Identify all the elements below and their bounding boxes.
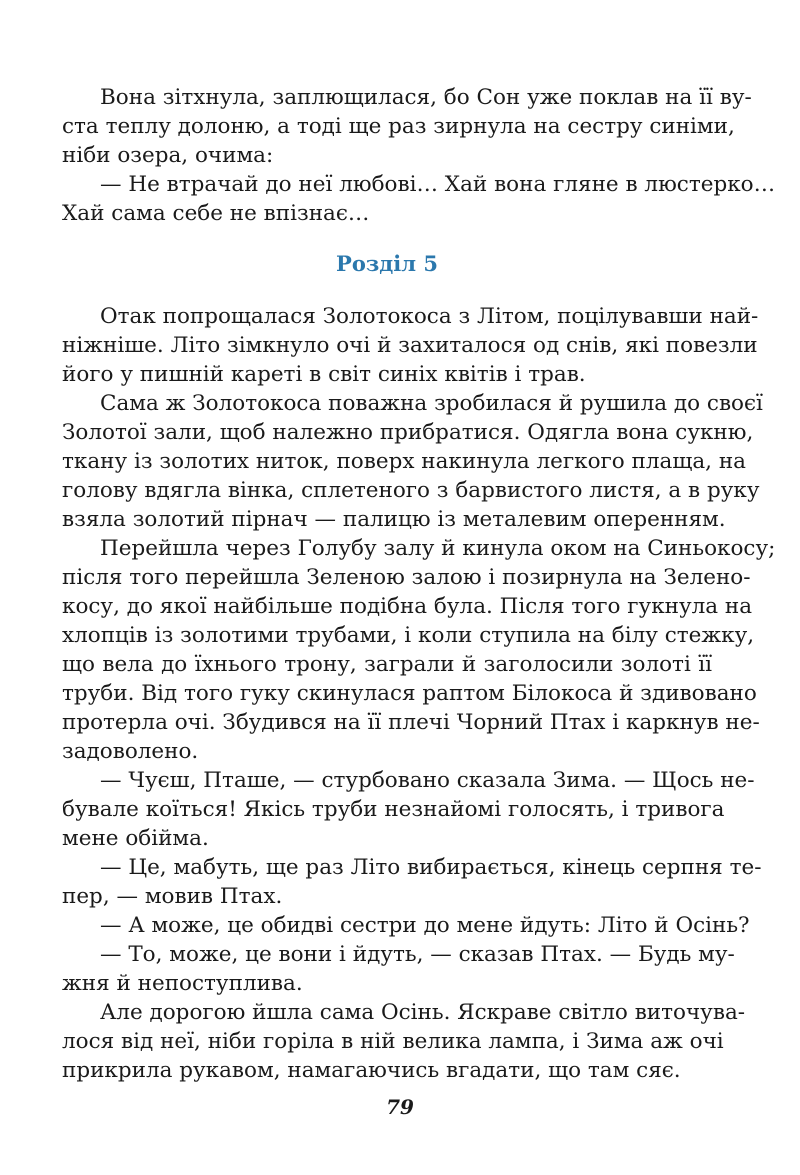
- text-line: косу, до якої найбільше подібна була. Після того гукнула на: [62, 594, 753, 619]
- paragraph: [62, 170, 776, 228]
- paragraph: [62, 302, 759, 389]
- text-line: — А може, це обидві сестри до мене йдуть: Літо й Осінь?: [100, 913, 750, 938]
- paragraph: [62, 853, 762, 911]
- paragraph: [62, 940, 735, 998]
- text-line: Але дорогою йшла сама Осінь. Яскраве світло виточува-: [100, 1000, 746, 1025]
- text-line: протерла очі. Збудився на її плечі Чорний Птах і каркнув не-: [62, 710, 760, 735]
- text-line: — То, може, це вони і йдуть, — сказав Птах. — Будь му-: [100, 942, 735, 967]
- text-line: взяла золотий пірнач — палицю із металевим оперенням.: [62, 507, 726, 532]
- text-line: пер, — мовив Птах.: [62, 884, 283, 909]
- text-line: — Не втрачай до неї любові… Хай вона гляне в люстерко…: [100, 172, 776, 197]
- body-text: [62, 83, 776, 1085]
- text-line: жня й непоступлива.: [62, 971, 303, 996]
- text-line: Отак попрощалася Золотокоса з Літом, поцілувавши най-: [100, 304, 759, 329]
- text-line: Хай сама себе не впізнає…: [62, 201, 370, 226]
- text-line: Сама ж Золотокоса поважна зробилася й рушила до своєї: [100, 391, 763, 416]
- page-number: 79: [386, 1095, 414, 1119]
- text-line: Перейшла через Голубу залу й кинула оком на Синьокосу;: [100, 536, 776, 561]
- text-line: Вона зітхнула, заплющилася, бо Сон уже поклав на її ву-: [100, 85, 752, 110]
- text-line: ніжніше. Літо зімкнуло очі й захиталося од снів, які повезли: [62, 333, 758, 358]
- text-line: ткану із золотих ниток, поверх накинула легкого плаща, на: [62, 449, 746, 474]
- text-line: ніби озера, очима:: [62, 143, 274, 168]
- text-line: задоволено.: [62, 739, 199, 764]
- paragraph: [62, 998, 746, 1085]
- text-line: труби. Від того гуку скинулася раптом Білокоса й здивовано: [62, 681, 757, 706]
- text-line: лося від неї, ніби горіла в ній велика лампа, і Зима аж очі: [62, 1029, 724, 1054]
- text-line: що вела до їхнього трону, заграли й заголосили золоті її: [62, 652, 712, 677]
- paragraph: [62, 766, 755, 853]
- text-line: — Це, мабуть, ще раз Літо вибирається, кінець серпня те-: [100, 855, 762, 880]
- text-line: бувале коїться! Якісь труби незнайомі голосять, і тривога: [62, 797, 725, 822]
- paragraph: [62, 534, 776, 766]
- text-line: після того перейшла Зеленою залою і позирнула на Зелено-: [62, 565, 751, 590]
- text-line: його у пишній кареті в світ синіх квітів і трав.: [62, 362, 586, 387]
- paragraph: [62, 911, 750, 940]
- text-line: Золотої зали, щоб належно прибратися. Одягла вона сукню,: [62, 420, 754, 445]
- text-line: голову вдягла вінка, сплетеного з барвистого листя, а в руку: [62, 478, 760, 503]
- text-line: мене обійма.: [62, 826, 209, 851]
- paragraph: [62, 389, 763, 534]
- text-line: хлопців із золотими трубами, і коли ступила на білу стежку,: [62, 623, 755, 648]
- paragraph: [62, 83, 752, 170]
- chapter-heading: Розділ 5: [336, 251, 438, 276]
- text-line: ста теплу долоню, а тоді ще раз зирнула на сестру синіми,: [62, 114, 735, 139]
- text-line: — Чуєш, Пташе, — стурбовано сказала Зима. — Щось не-: [100, 768, 755, 793]
- text-line: прикрила рукавом, намагаючись вгадати, що там сяє.: [62, 1058, 681, 1083]
